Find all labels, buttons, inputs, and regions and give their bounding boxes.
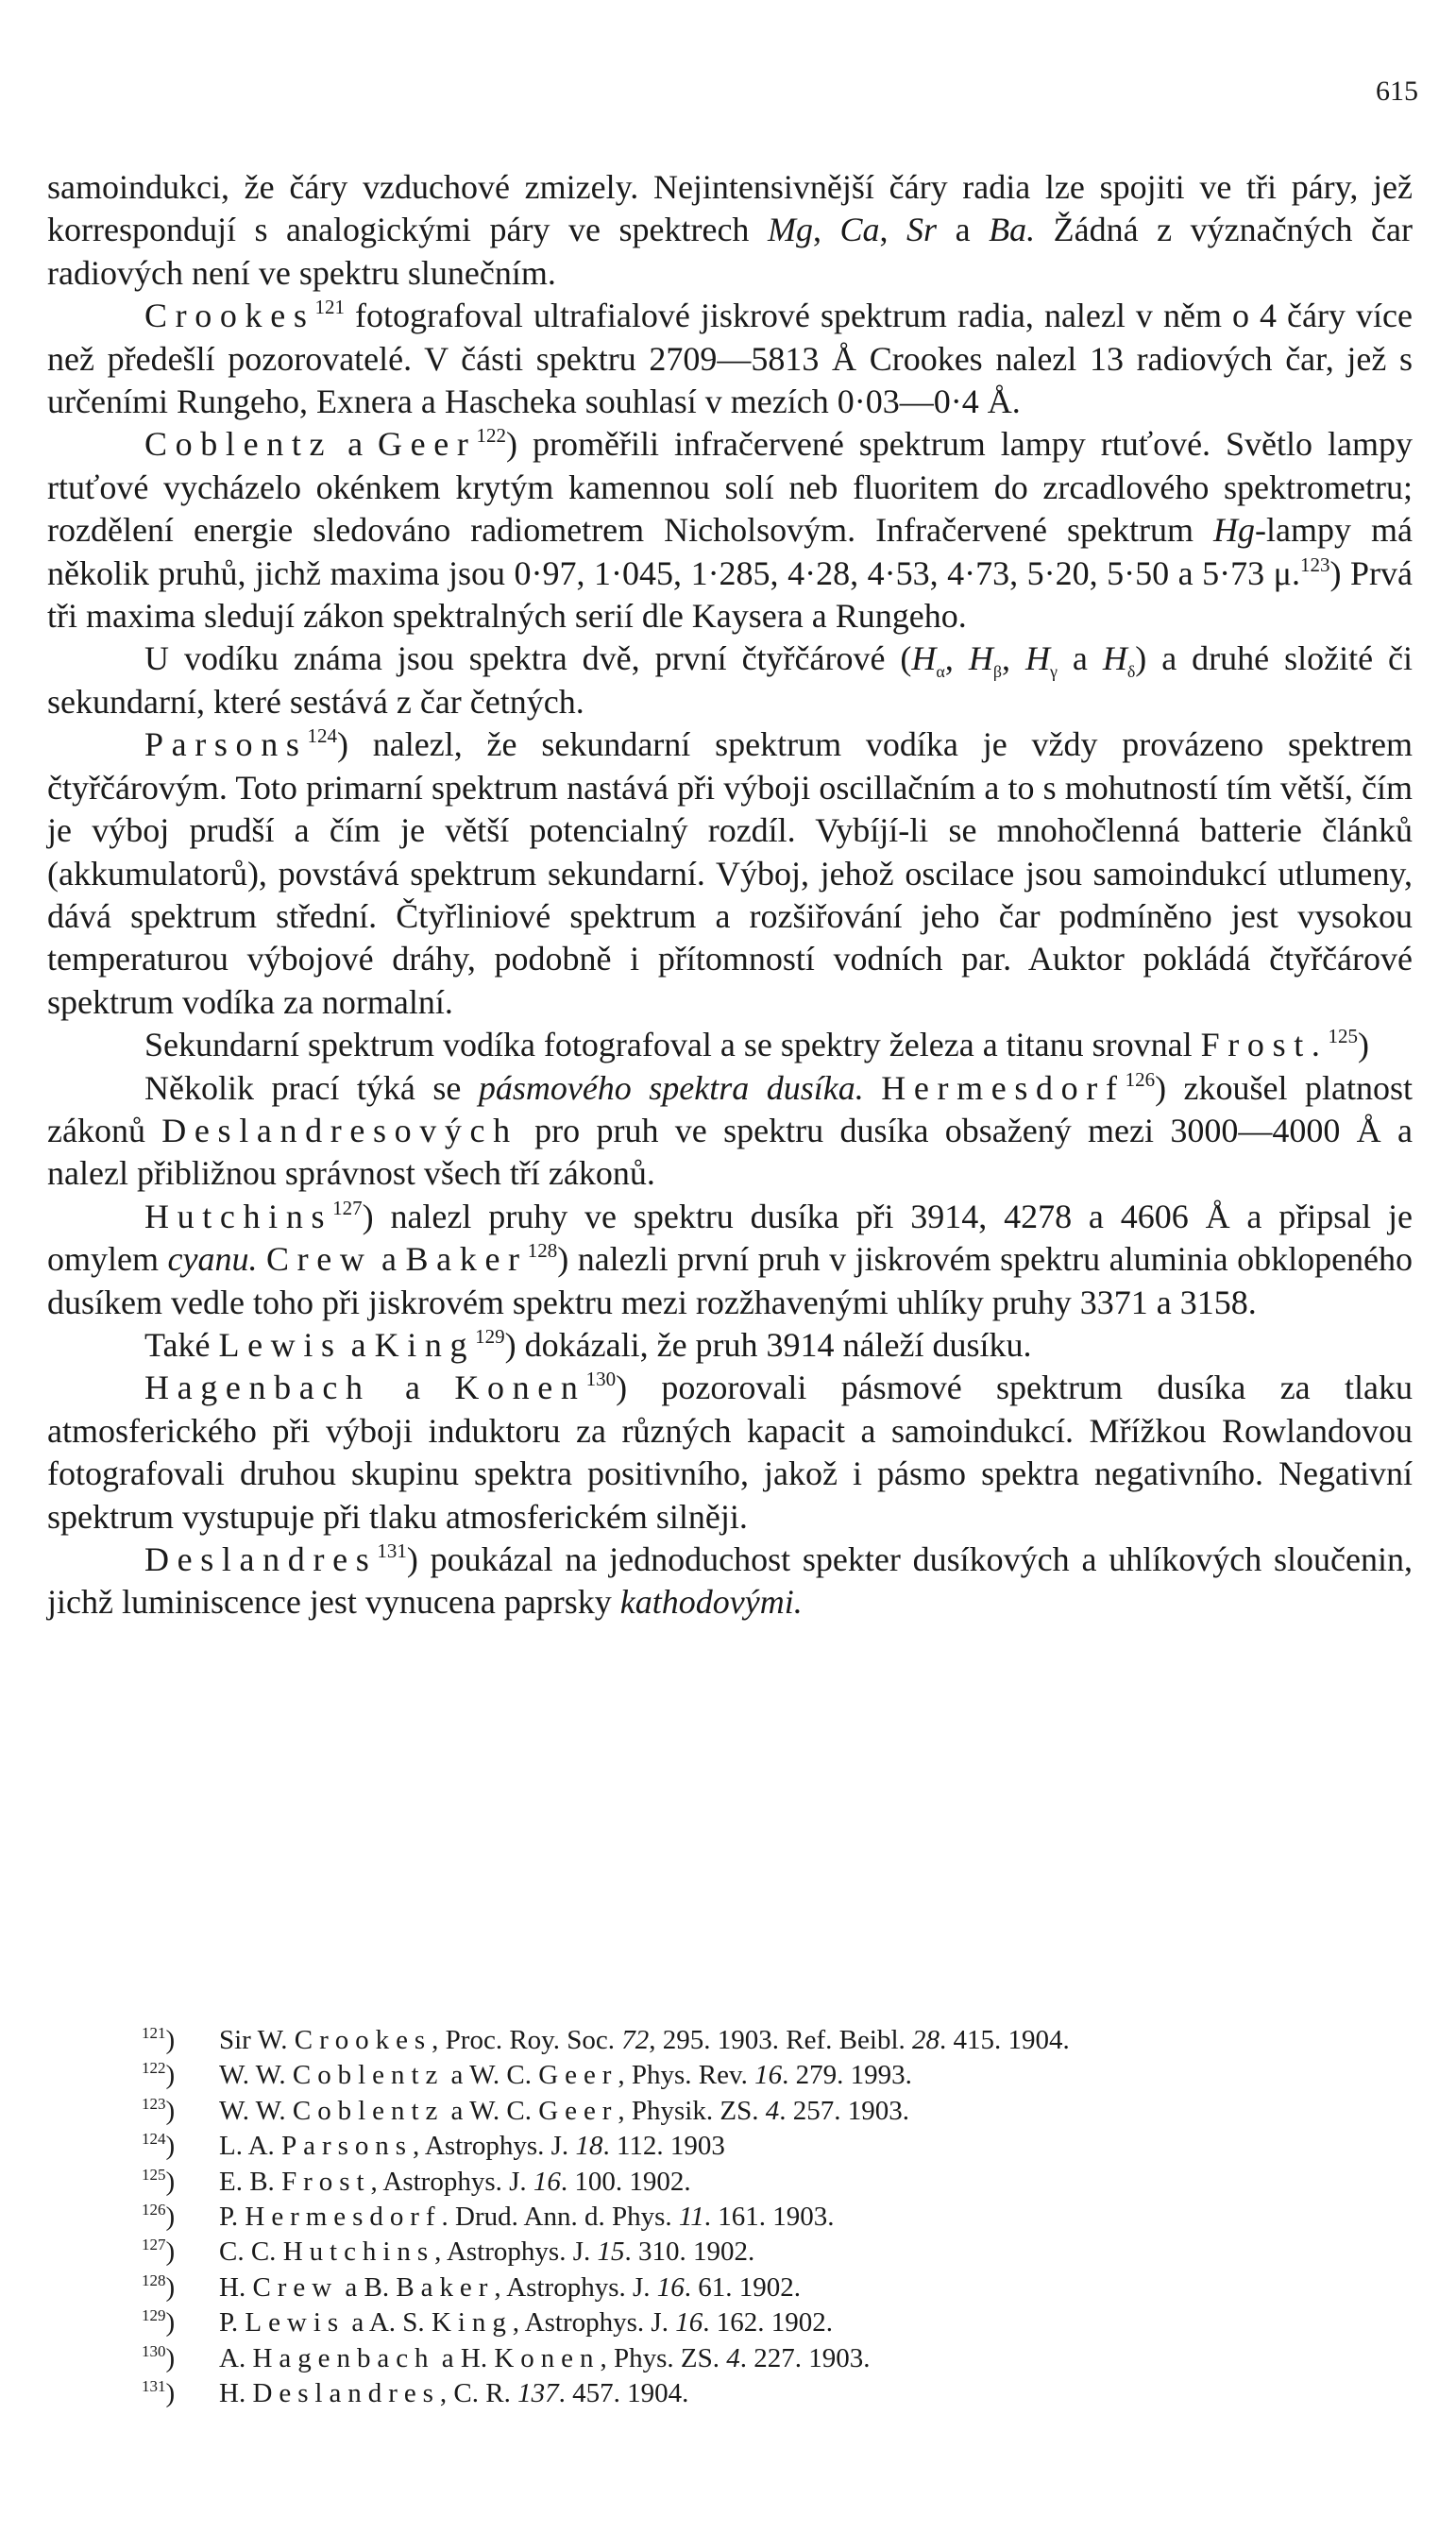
italic-text: 16 — [533, 2166, 561, 2197]
footnote-number-value: 129 — [142, 2306, 166, 2325]
text-run: . 112. 1903 — [602, 2131, 725, 2162]
footnote-number: $^{126}$) — [142, 2201, 176, 2233]
italic-text: 16 — [656, 2271, 685, 2303]
spaced-name: Hutchins — [144, 1197, 333, 1235]
spaced-name: Deslandresových — [161, 1111, 518, 1149]
spaced-name: Frost — [281, 2166, 371, 2197]
spaced-name: Hermesdorf — [245, 2202, 442, 2233]
footnote-number-value: 123 — [142, 2094, 166, 2113]
text-run: ) pozorovali pásmové spektrum dusíka za tlaku atmosferického při výboji induktoru za různých kapacit a samoindukcí. Mřížkou Rowlandovou fotografovali druhou skupinu spektra positivního, jakož i pásmo spektra negativního. Negativní spektrum vystupuje při tlaku atmosferickém silněji. — [47, 1369, 1413, 1536]
footnote-number: $^{125}$) — [142, 2165, 176, 2197]
text-run: . 161. 1903. — [703, 2202, 835, 2233]
spaced-name: Konen — [454, 1369, 586, 1407]
footnote-number: $^{128}$) — [142, 2270, 176, 2303]
spaced-name: Crew — [265, 1240, 373, 1279]
text-run: , — [879, 211, 907, 249]
text-run: P. — [219, 2307, 245, 2338]
paragraph — [47, 723, 1413, 1024]
text-run: a — [342, 1325, 375, 1364]
text-run: H. — [219, 2271, 253, 2303]
text-run: , — [1001, 639, 1025, 678]
text-run: Sekundarní spektrum vodíka fotografoval a se spektry železa a titanu srovnal — [144, 1026, 1201, 1064]
italic-text: 16 — [754, 2060, 783, 2091]
text-run: ) poukázal na jednoduchost spekter dusíkových a uhlíkových sloučenin, jichž luminiscence jest vynucena paprsky — [47, 1540, 1413, 1622]
footnote-number-value: 125 — [142, 2165, 166, 2184]
paragraph — [47, 166, 1413, 295]
footnote — [142, 2270, 1407, 2305]
page-number: 615 — [1376, 76, 1418, 107]
text-run: , 295. 1903. Ref. Beibl. — [649, 2025, 912, 2055]
italic-text: kathodovými. — [619, 1583, 803, 1622]
footnote-number-value: 131 — [142, 2377, 166, 2396]
footnote-number-value: 128 — [142, 2270, 166, 2289]
text-run: a H. — [434, 2342, 495, 2373]
reference-mark: 125 — [1328, 1025, 1359, 1048]
text-run: -lampy má několik pruhů, jichž maxima jsou 0·97, 1·045, 1·285, 4·28, 4·53, 4·73, 5·20, 5·50 a 5·73 μ. — [47, 511, 1413, 592]
spaced-name: Coblentz — [292, 2095, 445, 2126]
paragraph — [47, 295, 1413, 423]
text-run: , Proc. Roy. Soc. — [432, 2025, 622, 2055]
footnote — [142, 2094, 1407, 2129]
text-run: . Drud. Ann. d. Phys. — [441, 2202, 679, 2233]
text-run: a — [1057, 639, 1103, 678]
spaced-name: Baker — [396, 2271, 495, 2303]
text-run: , Astrophys. J. — [494, 2271, 657, 2303]
footnote — [142, 2305, 1407, 2340]
text-run: Několik prací týká se — [144, 1068, 479, 1107]
footnote — [142, 2023, 1407, 2058]
text-run: ) proměřili infračervené spektrum lampy rtuťové. Světlo lampy rtuťové vycházelo okénkem krytým kamennou solí neb fluoritem do zrcadlového spektrometru; rozdělení energie sledováno radiometrem Nicholsovým. Infračervené spektrum — [47, 425, 1413, 550]
spaced-name: Lewis — [218, 1325, 343, 1364]
italic-text: 72 — [621, 2025, 650, 2055]
text-run: , — [944, 639, 969, 678]
text-run: E. B. — [219, 2166, 282, 2197]
text-run: . 100. 1902. — [560, 2166, 691, 2197]
text-run: . 162. 1902. — [703, 2307, 833, 2338]
subscript: α — [936, 662, 945, 682]
text-run: a W. C. — [444, 2060, 539, 2091]
spaced-name: Hermesdorf — [881, 1068, 1126, 1107]
text-run: a — [332, 425, 379, 464]
text-run: C. C. — [219, 2236, 283, 2268]
footnote-number: $^{122}$) — [142, 2059, 176, 2091]
footnote — [142, 2235, 1407, 2270]
text-run: . 61. 1902. — [684, 2271, 802, 2303]
italic-text: cyanu. — [167, 1240, 258, 1279]
spaced-name: Hagenbach — [144, 1369, 371, 1407]
spaced-name: Parsons — [144, 725, 308, 764]
text-run: , Astrophys. J. — [370, 2166, 533, 2197]
spaced-name: Deslandres — [144, 1540, 378, 1578]
paragraph — [47, 1539, 1413, 1624]
paragraph — [47, 638, 1413, 723]
body-text — [47, 166, 1413, 1624]
italic-text: Sr — [906, 211, 938, 249]
italic-text: 16 — [675, 2307, 703, 2338]
text-run: a A. S. — [345, 2307, 432, 2338]
text-run — [864, 1069, 881, 1107]
reference-mark: 123 — [1299, 553, 1330, 576]
text-run: a W. C. — [444, 2095, 539, 2126]
reference-mark: 128 — [527, 1239, 558, 1263]
text-run: Žádná z význačných čar radiových není ve spektru slunečním. — [47, 211, 1414, 292]
paragraph — [47, 423, 1413, 638]
subscript: δ — [1126, 662, 1136, 682]
italic-text: Ca — [839, 211, 880, 249]
reference-mark: 130 — [585, 1368, 617, 1391]
text-run: , Astrophys. J. — [434, 2236, 598, 2268]
text-run: L. A. — [219, 2131, 282, 2162]
footnote — [142, 2200, 1407, 2235]
footnote-number-value: 122 — [142, 2059, 166, 2078]
text-run: ) dokázali, že pruh 3914 náleží dusíku. — [504, 1325, 1032, 1364]
italic-text: 15 — [597, 2236, 625, 2268]
spaced-name: Crookes — [144, 297, 315, 335]
text-run: a — [372, 1240, 406, 1279]
text-run: ) Prvá tři maxima sledují zákon spektralných serií dle Kaysera a Rungeho. — [47, 553, 1413, 636]
spaced-name: Coblentz — [292, 2060, 445, 2091]
paragraph — [47, 1024, 1413, 1066]
text-run: ) — [1358, 1026, 1370, 1064]
spaced-name: Hutchins — [282, 2236, 435, 2268]
italic-text: Hg — [1213, 511, 1256, 550]
paragraph — [47, 1324, 1413, 1367]
spaced-name: Geer — [378, 425, 477, 464]
paragraph — [47, 1067, 1413, 1196]
text-run: A. — [219, 2342, 253, 2373]
italic-text: 4 — [726, 2342, 740, 2373]
text-run: W. W. — [219, 2060, 293, 2091]
paragraph — [47, 1196, 1413, 1324]
footnote-number: $^{123}$) — [142, 2094, 176, 2126]
text-run: ) nalezli první pruh v jiskrovém spektru aluminia obklopeného dusíkem vedle toho při jiskrovém spektru mezi rozžhavenými uhlíky pruhy 3371 a 3158. — [47, 1240, 1414, 1321]
italic-text: Mg — [767, 211, 813, 249]
text-run: , — [812, 211, 840, 249]
spaced-name: Coblentz — [144, 425, 333, 464]
text-run: a — [370, 1369, 455, 1407]
spaced-name: Geer — [538, 2060, 618, 2091]
text-run: . 310. 1902. — [624, 2236, 755, 2268]
text-run: P. — [219, 2202, 245, 2233]
footnote — [142, 2129, 1407, 2164]
text-run: , Astrophys. J. — [413, 2131, 576, 2162]
text-run: , Phys. ZS. — [600, 2342, 727, 2373]
footnote — [142, 2376, 1407, 2411]
subscript: γ — [1049, 662, 1058, 682]
spaced-name: Crew — [252, 2271, 339, 2303]
text-run: . 257. 1903. — [779, 2095, 909, 2126]
text-run: H. — [219, 2378, 253, 2409]
text-run — [257, 1240, 266, 1278]
italic-text: 11 — [678, 2202, 704, 2233]
text-run: . 227. 1903. — [739, 2342, 871, 2373]
footnote — [142, 2058, 1407, 2093]
italic-text: 4 — [765, 2095, 780, 2126]
text-run: ) zkoušel platnost zákonů — [47, 1068, 1413, 1149]
footnote-number-value: 127 — [142, 2236, 166, 2254]
spaced-name: Hagenbach — [252, 2342, 435, 2373]
italic-text: 18 — [575, 2131, 603, 2162]
footnote — [142, 2165, 1407, 2200]
italic-text: H — [968, 639, 993, 678]
paragraph — [47, 1367, 1413, 1539]
text-run: a B. — [338, 2271, 397, 2303]
spaced-name: Baker — [405, 1240, 528, 1279]
reference-mark: 124 — [307, 724, 337, 748]
text-run: , C. R. — [439, 2378, 518, 2409]
footnote-number: $^{121}$) — [142, 2024, 176, 2055]
text-run: pro pruh ve spektru dusíka obsažený mezi 3000—4000 Å a nalezl přibližnou správnost všech tří zákonů. — [47, 1111, 1413, 1193]
text-run: fotografoval ultrafialové jiskrové spektrum radia, nalezl v něm o 4 čáry více než předešlí pozorovatelé. V části spektru 2709—5813 Å Crookes nalezl 13 radiových čar, jež s určeními Rungeho, Exnera a Hascheka souhlasí v mezích 0·03—0·4 Å. — [47, 297, 1413, 421]
text-run: Sir W. — [219, 2025, 295, 2055]
reference-mark: 129 — [475, 1324, 505, 1348]
footnote — [142, 2341, 1407, 2376]
footnotes — [142, 2023, 1407, 2411]
text-run: Také — [144, 1325, 219, 1364]
reference-mark: 121 — [314, 296, 345, 319]
reference-mark: 131 — [377, 1539, 407, 1562]
spaced-name: Crookes — [294, 2025, 432, 2055]
text-run: a — [937, 211, 990, 249]
footnote-number-value: 121 — [142, 2024, 166, 2042]
italic-text: H — [911, 639, 937, 678]
italic-text: 137 — [517, 2378, 559, 2409]
italic-text: H — [1102, 639, 1127, 678]
text-run: samoindukci, že čáry vzduchové zmizely. Nejintensivnější čáry radia lze spojiti ve tři páry, jež korrespondují s analogickými páry ve spektrech — [47, 168, 1413, 249]
text-run: ) nalezl, že sekundarní spektrum vodíka je vždy provázeno spektrem čtyřčárovým. Toto primarní spektrum nastává při výboji oscillačním a to s mohutností tím větší, čím je výboj prudší a čím je větší potencialný rozdíl. Vybíjí-li se mnohočlenná batterie článků (akkumulatorů), povstává spektrum sekundarní. Výboj, jehož oscilace jsou samoindukcí utlumeny, dává spektrum střední. Čtyřliniové spektrum a rozšiřování jeho čar podmíněno jest vysokou temperaturou výbojové dráhy, podobně i přítomností vodních par. Auktor pokládá čtyřčárové spektrum vodíka za normalní. — [47, 725, 1413, 1021]
footnote-number-value: 130 — [142, 2341, 166, 2360]
reference-mark: 122 — [476, 424, 507, 448]
footnote-number: $^{131}$) — [142, 2377, 176, 2409]
spaced-name: Konen — [494, 2342, 601, 2373]
text-run: ) a druhé složité či sekundarní, které sestává z čar četných. — [47, 639, 1414, 721]
footnote-number-value: 126 — [142, 2201, 166, 2219]
text-run: , Astrophys. J. — [512, 2307, 676, 2338]
italic-text: pásmového spektra dusíka. — [478, 1068, 864, 1107]
spaced-name: Parsons — [281, 2131, 414, 2162]
footnote-number: $^{127}$) — [142, 2236, 176, 2268]
spaced-name: Deslandres — [252, 2378, 440, 2409]
spaced-name: King — [431, 2307, 513, 2338]
italic-text: H — [1024, 639, 1050, 678]
text-run: . 415. 1904. — [940, 2025, 1070, 2055]
spaced-name: Lewis — [245, 2307, 346, 2338]
footnote-number: $^{129}$) — [142, 2306, 176, 2338]
footnote-number-value: 124 — [142, 2130, 166, 2149]
subscript: β — [992, 662, 1002, 682]
text-run: , Physik. ZS. — [618, 2095, 766, 2126]
italic-text: 28 — [912, 2025, 940, 2055]
footnote-number: $^{130}$) — [142, 2341, 176, 2373]
text-run: , Phys. Rev. — [618, 2060, 755, 2091]
spaced-name: Frost. — [1200, 1026, 1329, 1064]
text-run: . 457. 1904. — [558, 2378, 689, 2409]
reference-mark: 127 — [332, 1196, 363, 1219]
spaced-name: King — [374, 1325, 476, 1364]
text-run: U vodíku známa jsou spektra dvě, první čtyřčárové ( — [144, 639, 912, 678]
italic-text: Ba. — [989, 211, 1036, 249]
text-run: . 279. 1993. — [782, 2060, 912, 2091]
text-run: W. W. — [219, 2095, 293, 2126]
spaced-name: Geer — [538, 2095, 618, 2126]
text-run: ) nalezl pruhy ve spektru dusíka při 3914, 4278 a 4606 Å a připsal je omylem — [47, 1197, 1413, 1279]
reference-mark: 126 — [1125, 1067, 1156, 1091]
footnote-number: $^{124}$) — [142, 2130, 176, 2162]
